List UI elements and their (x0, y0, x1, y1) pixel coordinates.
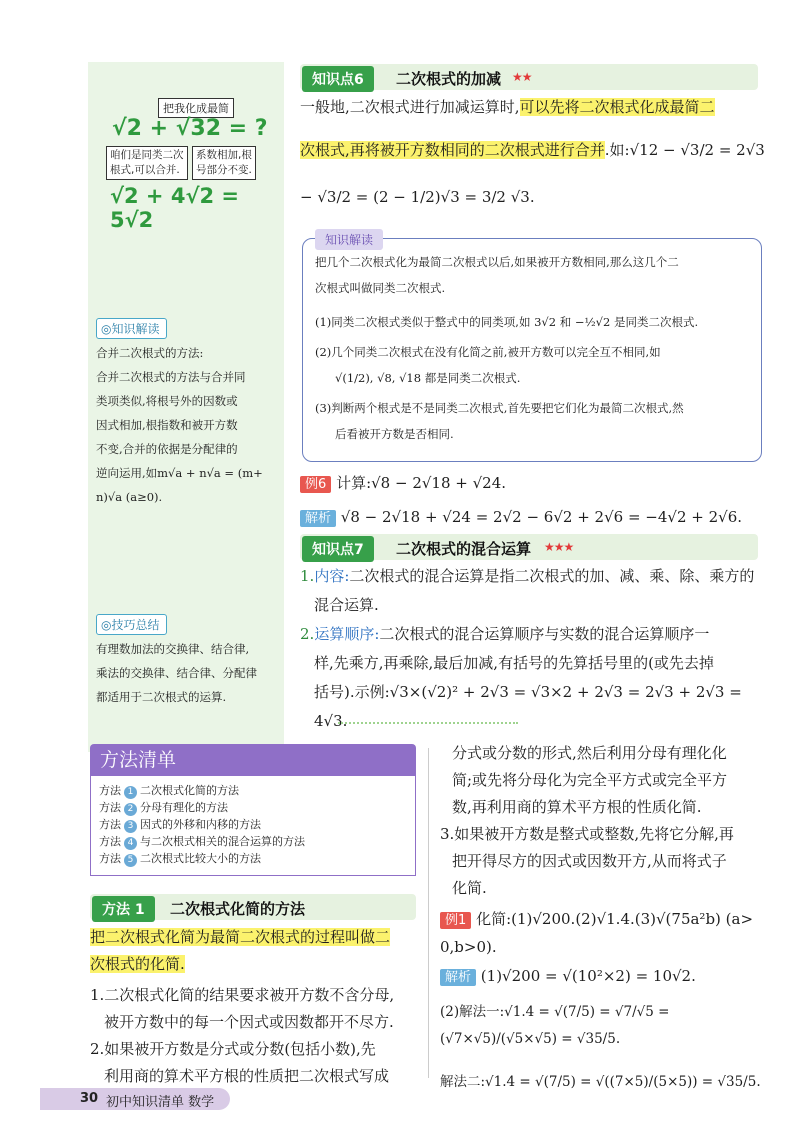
method-list-items (90, 776, 416, 876)
right-column: 分式或分数的形式,然后利用分母有理化化 简;或先将分母化为完全平方式或完全平方 数,再利用商的算术平方根的性质化简. 3.如果被开方数是整式或整数,先将它分解,再 把开得尽方的因式或因数开方,从而将式子 化简. 例1 化简:(1)√200.(2)√1.4.(3)√(75a²b) (a> 0,b>0). 解析 (1)√200 = √(10²×2) = 10√2. (2)解法一:√1.4 = √(7/5) = √7/√5 = (√7×√5)/(√5×√5) = √35/5. 解法二:√1.4 = √(7/5) = √((7×5)/(5×5)) = √35/5. (440, 744, 761, 1090)
book-title: 初中知识清单 数学 (106, 1095, 215, 1110)
method1-tag: 方法 1 (92, 896, 155, 922)
formula-bottom: √2 + 4√2 = 5√2 (110, 184, 239, 232)
answer-tag: 解析 (440, 969, 476, 986)
method-item[interactable]: 方法 2 分母有理化的方法 (99, 801, 228, 814)
kp6-header (300, 64, 758, 90)
method1-header (90, 894, 416, 920)
method-list (90, 744, 416, 880)
kp6-tag: 知识点6 (302, 66, 374, 92)
example-tag: 例1 (440, 912, 471, 929)
method-list-title: 方法清单 (90, 744, 416, 776)
method-item[interactable]: 方法 4 与二次根式相关的混合运算的方法 (99, 835, 305, 848)
kp7-header (300, 534, 758, 560)
kp7-title: 二次根式的混合运算 (396, 540, 532, 558)
side-note-badge: ◎技巧总结 (96, 614, 167, 635)
info-icon: ◎ (101, 322, 112, 336)
method-item[interactable]: 方法 5 二次根式比较大小的方法 (99, 852, 261, 865)
difficulty-stars-icon: ★★★ (544, 540, 574, 554)
knowledge-box-text: 把几个二次根式化为最简二次根式以后,如果被开方数相同,那么这几个二 次根式叫做同类二次根式. (1)同类二次根式类似于整式中的同类项,如 3√2 和 −½√2 是同类二次根式. (2)几个同类二次根式在没有化简之前,被开方数可以完全互不相同,如 √(1/2), √8, √18 都是同类二次根式. (3)判断两个根式是不是同类二次根式,首先要把它们化为最简二次根式,然 后看被开方数是否相同. (315, 255, 699, 441)
speech-bubble-right: 系数相加,根 号部分不变. (192, 146, 256, 180)
method-item[interactable]: 方法 1 二次根式化简的方法 (99, 784, 239, 797)
side-note-knowledge (96, 318, 282, 509)
side-note-text: 合并二次根式的方法: 合并二次根式的方法与合并同 类项类似,将根号外的因数或 因式相加,根指数和被开方数 不变,合并的依据是分配律的 逆向运用,如m√a + n√a = (m+ n)√a (a≥0). (96, 346, 263, 504)
answer-tag: 解析 (300, 510, 336, 527)
side-note-tips (96, 614, 282, 709)
speech-bubble-left: 咱们是同类二次 根式,可以合并. (106, 146, 188, 180)
difficulty-stars-icon: ★★ (512, 70, 532, 84)
formula-top: √2 + √32 = ? (112, 116, 268, 141)
column-divider (428, 748, 429, 1078)
method1-title: 二次根式化简的方法 (170, 900, 306, 918)
method-item[interactable]: 方法 3 因式的外移和内移的方法 (99, 818, 261, 831)
kp7-tag: 知识点7 (302, 536, 374, 562)
kp6-title: 二次根式的加减 (396, 70, 502, 88)
example-tag: 例6 (300, 476, 331, 493)
speech-bubble-top: 把我化成最简 (158, 98, 234, 118)
margin-illustration (96, 96, 276, 232)
kp6-body: 一般地,二次根式进行加减运算时,可以先将二次根式化成最简二 次根式,再将被开方数相同的二次根式进行合并.如:√12 − √3/2 = 2√3 − √3/2 = (2 − 1/2)√3 = 3/2 √3. (300, 98, 765, 206)
method1-body: 把二次根式化简为最简二次根式的过程叫做二 次根式的化简. 1.二次根式化简的结果要求被开方数不含分母, 被开方数中的每一个因式或因数都开不尽方. 2.如果被开方数是分式或分数(包括小数),先 利用商的算术平方根的性质把二次根式写成 (90, 928, 395, 1085)
knowledge-box (302, 233, 762, 462)
example-6: 例6 计算:√8 − 2√18 + √24. 解析 √8 − 2√18 + √24 = 2√2 − 6√2 + 2√6 = −4√2 + 2√6. (300, 468, 766, 534)
page-number: 30 (80, 1091, 99, 1106)
info-icon: ◎ (101, 618, 112, 632)
footer-bar (40, 1088, 230, 1110)
knowledge-box-tag: 知识解读 (315, 229, 383, 250)
kp7-body: 1.内容:二次根式的混合运算是指二次根式的加、减、乘、除、乘方的 混合运算. 2.运算顺序:二次根式的混合运算顺序与实数的混合运算顺序一 样,先乘方,再乘除,最后加减,有括号的先算括号里的(或先去掉 括号).示例:√3×(√2)² + 2√3 = √3×2 + 2√3 = 2√3 + 2√3 = 4√3. (300, 567, 755, 730)
side-note-badge: ◎知识解读 (96, 318, 167, 339)
side-note-text: 有理数加法的交换律、结合律, 乘法的交换律、结合律、分配律 都适用于二次根式的运算. (96, 642, 257, 704)
section-divider (338, 722, 518, 724)
